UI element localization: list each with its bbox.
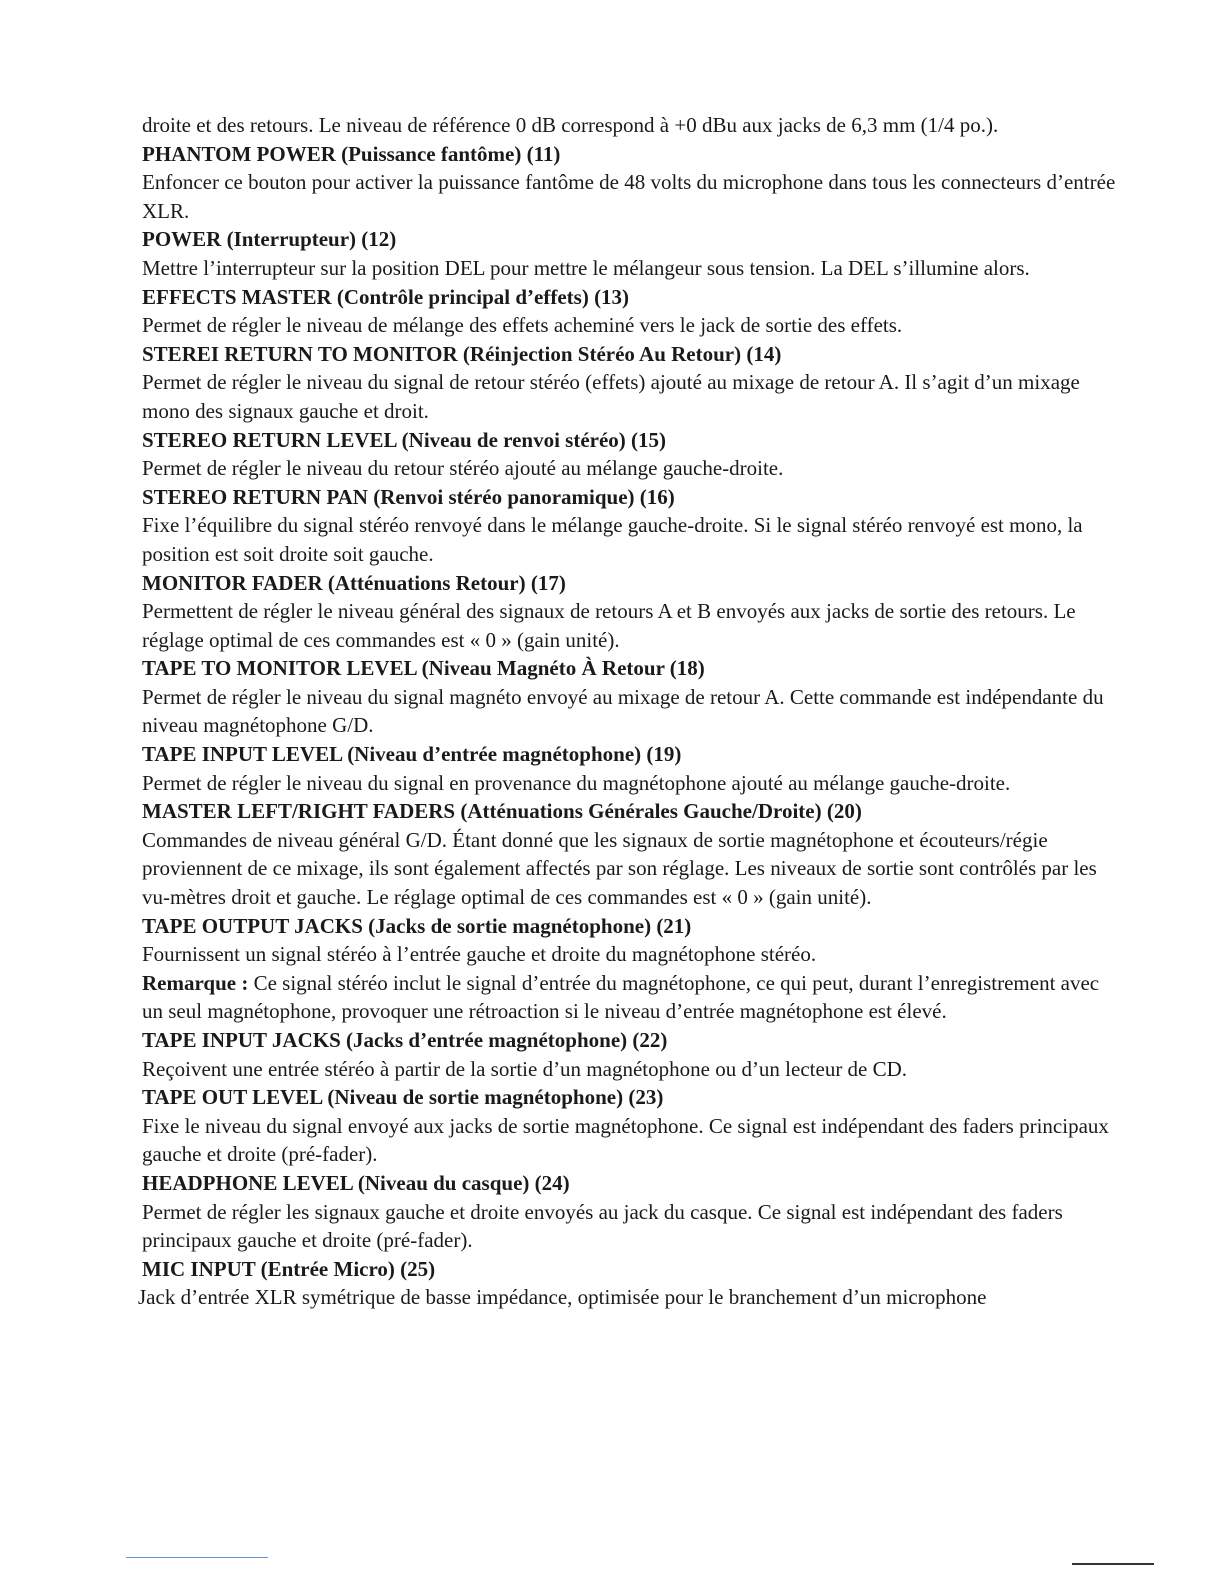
heading-tape-output-jacks: TAPE OUTPUT JACKS (Jacks de sortie magnétophone) (21) (142, 913, 692, 938)
heading-tape-input-level: TAPE INPUT LEVEL (Niveau d’entrée magnétophone) (19) (142, 742, 682, 767)
body-text-tape-input-jacks: Reçoivent une entrée stéréo à partir de la sortie d’un magnétophone ou d’un lecteur de CD. (142, 1056, 908, 1081)
heading-power: POWER (Interrupteur) (12) (142, 227, 397, 252)
note-label: Remarque : (142, 970, 249, 995)
footer-rule-right (1072, 1563, 1154, 1565)
body-text-tape-output-jacks: Fournissent un signal stéréo à l’entrée gauche et droite du magnétophone stéréo. (142, 942, 817, 967)
heading-stereo-return-level: STEREO RETURN LEVEL (Niveau de renvoi stéréo) (15) (142, 427, 667, 452)
page-body (138, 111, 1117, 1312)
heading-phantom-power: PHANTOM POWER (Puissance fantôme) (11) (142, 141, 561, 166)
body-text-monitor-fader: Permettent de régler le niveau général des signaux de retours A et B envoyés aux jacks de sortie des retours. Le réglage optimal de ces commandes est « 0 » (gain unité). (142, 599, 1076, 652)
body-text-continuation: droite et des retours. Le niveau de référence 0 dB correspond à +0 dBu aux jacks de 6,3 mm (1/4 po.). (142, 113, 999, 137)
heading-master-left-right-faders: MASTER LEFT/RIGHT FADERS (Atténuations Générales Gauche/Droite) (20) (142, 799, 862, 824)
body-text-master-left-right-faders: Commandes de niveau général G/D. Étant donné que les signaux de sortie magnétophone et écouteurs/régie proviennent de ce mixage, ils sont également affectés par son réglage. Les niveaux de sortie sont contrôlés par les vu-mètres droit et gauche. Le réglage optimal de ces commandes est « 0 » (gain unité). (142, 827, 1097, 910)
body-text-headphone-level: Permet de régler les signaux gauche et droite envoyés au jack du casque. Ce signal est indépendant des faders principaux gauche et droite (pré-fader). (142, 1199, 1063, 1253)
body-text-tape-out-level: Fixe le niveau du signal envoyé aux jacks de sortie magnétophone. Ce signal est indépendant des faders principaux gauche et droite (pré-fader). (142, 1113, 1109, 1167)
body-text-stereo-return-pan: Fixe l’équilibre du signal stéréo renvoyé dans le mélange gauche-droite. Si le signal stéréo renvoyé est mono, la position est soit droite soit gauche. (142, 513, 1083, 566)
body-text-power: Mettre l’interrupteur sur la position DEL pour mettre le mélangeur sous tension. La DEL s’illumine alors. (142, 255, 1030, 280)
heading-mic-input: MIC INPUT (Entrée Micro) (25) (142, 1256, 436, 1281)
body-text-tape-to-monitor-level: Permet de régler le niveau du signal magnéto envoyé au mixage de retour A. Cette commande est indépendante du niveau magnétophone G/D. (142, 684, 1104, 738)
heading-stereo-return-pan: STEREO RETURN PAN (Renvoi stéréo panoramique) (16) (142, 484, 675, 509)
heading-tape-input-jacks: TAPE INPUT JACKS (Jacks d’entrée magnétophone) (22) (142, 1028, 668, 1052)
body-text-phantom-power: Enfoncer ce bouton pour activer la puissance fantôme de 48 volts du microphone dans tous les connecteurs d’entrée XLR. (142, 170, 1116, 223)
heading-tape-to-monitor-level: TAPE TO MONITOR LEVEL (Niveau Magnéto À Retour (18) (142, 656, 705, 681)
heading-effects-master: EFFECTS MASTER (Contrôle principal d’effets) (13) (142, 284, 630, 309)
note-text: Ce signal stéréo inclut le signal d’entrée du magnétophone, ce qui peut, durant l’enregistrement avec un seul magnétophone, provoquer une rétroaction si le niveau d’entrée magnétophone est élevé. (142, 970, 1100, 1024)
body-text-tape-input-level: Permet de régler le niveau du signal en provenance du magnétophone ajouté au mélange gauche-droite. (142, 770, 1011, 795)
note-paragraph (142, 969, 1117, 1026)
heading-tape-out-level: TAPE OUT LEVEL (Niveau de sortie magnétophone) (23) (142, 1085, 664, 1110)
heading-stereo-return-to-monitor: STEREI RETURN TO MONITOR (Réinjection Stéréo Au Retour) (14) (142, 341, 782, 366)
body-text-effects-master: Permet de régler le niveau de mélange des effets acheminé vers le jack de sortie des effets. (142, 313, 903, 338)
body-text-mic-input: Jack d’entrée XLR symétrique de basse impédance, optimisée pour le branchement d’un microphone (138, 1285, 987, 1310)
heading-headphone-level: HEADPHONE LEVEL (Niveau du casque) (24) (142, 1170, 570, 1195)
body-text-stereo-return-level: Permet de régler le niveau du retour stéréo ajouté au mélange gauche-droite. (142, 456, 784, 481)
footer-rule-left (126, 1557, 268, 1558)
heading-monitor-fader: MONITOR FADER (Atténuations Retour) (17) (142, 570, 566, 595)
body-text-stereo-return-to-monitor: Permet de régler le niveau du signal de retour stéréo (effets) ajouté au mixage de retour A. Il s’agit d’un mixage mono des signaux gauche et droit. (142, 370, 1080, 423)
